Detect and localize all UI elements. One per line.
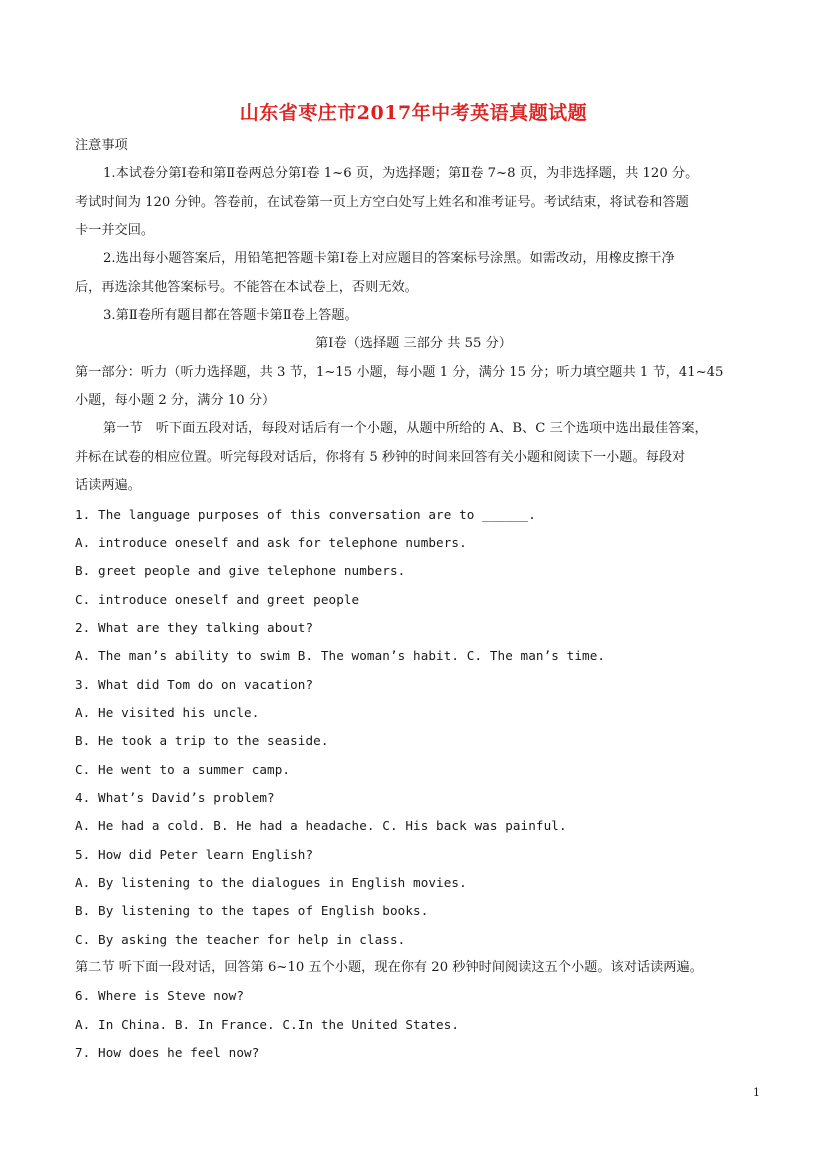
question-1: 1. The language purposes of this conversation are to ______. [75,507,536,522]
notice-item-3: 3.第Ⅱ卷所有题目都在答题卡第Ⅱ卷上答题。 [103,308,358,323]
sec1-line-3: 话读两遍。 [75,478,141,493]
notice-item-1-line-1: 1.本试卷分第Ⅰ卷和第Ⅱ卷两总分第Ⅰ卷 1~6 页，为选择题；第Ⅱ卷 7~8 页，为非选择题，共 120 分。 [103,166,699,181]
question-1-option-c: C. introduce oneself and greet people [75,592,360,607]
question-4-options: A. He had a cold. B. He had a headache. C. His back was painful. [75,818,567,833]
question-6: 6. Where is Steve now? [75,988,245,1003]
question-5-option-b: B. By listening to the tapes of English books. [75,903,429,918]
question-1-option-b: B. greet people and give telephone numbers. [75,563,406,578]
question-1-option-a: A. introduce oneself and ask for telephone numbers. [75,535,467,550]
notice-item-2-line-1: 2.选出每小题答案后，用铅笔把答题卡第Ⅰ卷上对应题目的答案标号涂黑。如需改动，用橡皮擦干净 [103,251,675,266]
question-2-options: A. The man’s ability to swim B. The woman’s habit. C. The man’s time. [75,648,606,663]
question-3-option-c: C. He went to a summer camp. [75,762,291,777]
notice-item-1-line-3: 卡一并交回。 [75,223,155,238]
question-3: 3. What did Tom do on vacation? [75,677,314,692]
notice-item-2-line-2: 后，再选涂其他答案标号。不能答在本试卷上，否则无效。 [75,280,418,295]
question-3-option-a: A. He visited his uncle. [75,705,260,720]
part1-line-2: 小题，每小题 2 分，满分 10 分） [75,393,276,408]
sec1-line-1: 第一节 听下面五段对话，每段对话后有一个小题，从题中所给的 A、B、C 三个选项中选出最佳答案， [103,421,708,436]
page-number: 1 [753,1086,760,1099]
page-title: 山东省枣庄市2017年中考英语真题试题 [239,102,588,124]
question-5-option-c: C. By asking the teacher for help in class. [75,932,406,947]
part1-line-1: 第一部分：听力（听力选择题，共 3 节，1~15 小题，每小题 1 分，满分 15 分；听力填空题共 1 节，41~45 [75,365,724,380]
question-6-options: A. In China. B. In France. C.In the United States. [75,1017,460,1032]
question-2: 2. What are they talking about? [75,620,314,635]
sec2-instructions: 第二节 听下面一段对话，回答第 6~10 五个小题，现在你有 20 秒钟时间阅读这五个小题。该对话读两遍。 [75,960,703,975]
question-5: 5. How did Peter learn English? [75,847,314,862]
sec1-line-2: 并标在试卷的相应位置。听完每段对话后，你将有 5 秒钟的时间来回答有关小题和阅读下一小题。每段对 [75,450,686,465]
question-4: 4. What’s David’s problem? [75,790,275,805]
notice-item-1-line-2: 考试时间为 120 分钟。答卷前，在试卷第一页上方空白处写上姓名和准考证号。考试结束，将试卷和答题 [75,195,689,210]
question-3-option-b: B. He took a trip to the seaside. [75,733,329,748]
question-7: 7. How does he feel now? [75,1045,260,1060]
notice-heading: 注意事项 [75,138,128,153]
question-5-option-a: A. By listening to the dialogues in English movies. [75,875,467,890]
section-title: 第Ⅰ卷（选择题 三部分 共 55 分） [314,336,512,351]
